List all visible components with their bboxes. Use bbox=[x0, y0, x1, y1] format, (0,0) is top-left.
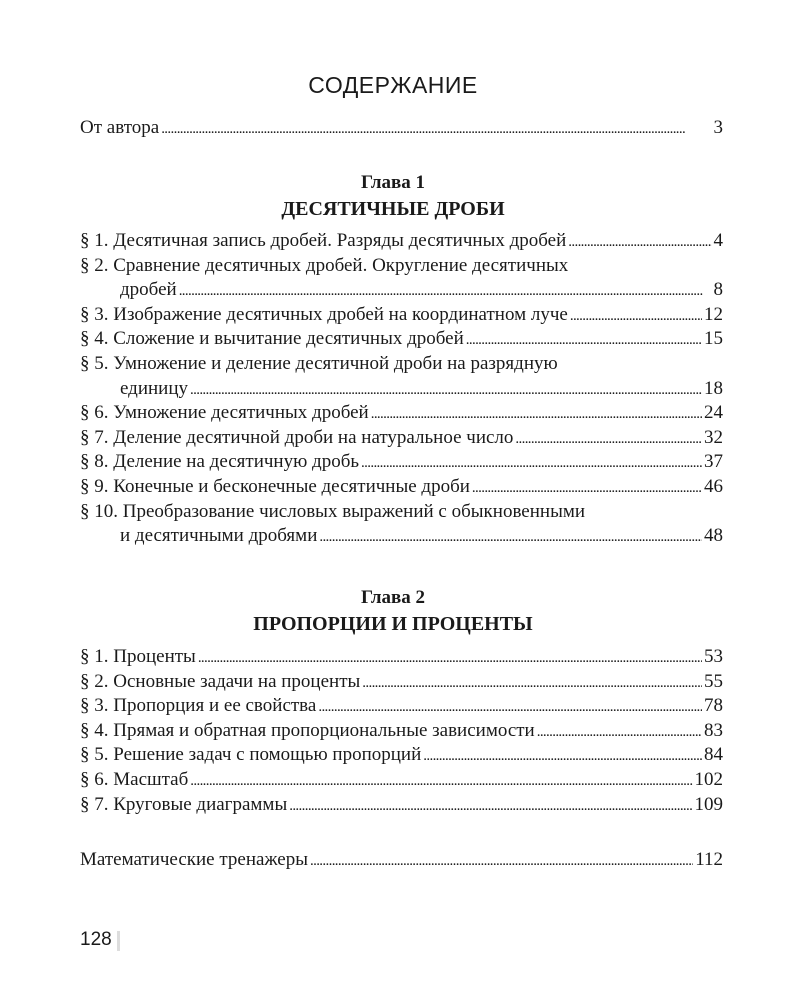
chapter-name: ДЕСЯТИЧНЫЕ ДРОБИ bbox=[281, 198, 505, 220]
toc-entry bbox=[80, 327, 723, 352]
entry-title: § 9. Конечные и бесконечные десятичные дроби bbox=[80, 475, 470, 497]
entry-page: 84 bbox=[704, 744, 723, 766]
entry-line bbox=[80, 229, 723, 254]
chapter-1-heading bbox=[0, 170, 786, 222]
toc-entry bbox=[80, 670, 723, 695]
toc-entry bbox=[80, 352, 723, 401]
page-title: СОДЕРЖАНИЕ bbox=[308, 72, 478, 98]
chapter-2-heading bbox=[0, 585, 786, 637]
dot-leader bbox=[361, 450, 702, 476]
entry-title: От автора bbox=[80, 117, 160, 138]
toc-entry bbox=[80, 719, 723, 744]
dot-leader bbox=[310, 848, 693, 874]
toc-entry-outro bbox=[80, 848, 723, 873]
entry-title-continued: дробей bbox=[120, 279, 177, 301]
dot-leader bbox=[319, 524, 702, 550]
dot-leader bbox=[570, 303, 702, 329]
dot-leader bbox=[362, 670, 702, 696]
entry-title: § 4. Сложение и вычитание десятичных дробей bbox=[80, 328, 464, 350]
entry-line bbox=[80, 278, 723, 303]
entry-title: § 3. Изображение десятичных дробей на координатном луче bbox=[80, 303, 568, 325]
entry-page: 18 bbox=[704, 377, 723, 399]
dot-leader bbox=[179, 278, 712, 304]
dot-leader bbox=[423, 743, 702, 769]
chapter-1-entries bbox=[80, 229, 723, 549]
toc-entry bbox=[80, 401, 723, 426]
toc-entry-intro bbox=[80, 116, 723, 141]
toc-entry bbox=[80, 450, 723, 475]
entry-line bbox=[80, 793, 723, 818]
entry-title: § 1. Десятичная запись дробей. Разряды десятичных дробей bbox=[80, 230, 567, 251]
toc-entry bbox=[80, 768, 723, 793]
page-number: 128 bbox=[80, 929, 112, 950]
entry-page: 37 bbox=[704, 451, 723, 473]
entry-title: § 2. Основные задачи на проценты bbox=[80, 670, 361, 692]
entry-page: 48 bbox=[704, 525, 723, 547]
entry-page: 32 bbox=[704, 426, 723, 448]
dot-leader bbox=[537, 719, 702, 745]
entry-page: 102 bbox=[694, 768, 723, 790]
toc-entry bbox=[80, 645, 723, 670]
entry-page: 53 bbox=[704, 646, 723, 667]
toc-entry bbox=[80, 475, 723, 500]
entry-title: § 6. Умножение десятичных дробей bbox=[80, 402, 369, 424]
entry-line bbox=[80, 645, 723, 670]
entry-page: 3 bbox=[713, 117, 723, 138]
dot-leader bbox=[568, 229, 711, 255]
entry-line bbox=[80, 401, 723, 426]
chapter-name: ПРОПОРЦИИ И ПРОЦЕНТЫ bbox=[253, 613, 533, 635]
entry-title: § 7. Круговые диаграммы bbox=[80, 793, 288, 815]
dot-leader bbox=[515, 426, 702, 452]
entry-line bbox=[80, 450, 723, 475]
entry-page: 24 bbox=[704, 402, 723, 424]
entry-title: § 2. Сравнение десятичных дробей. Округление десятичных bbox=[80, 254, 569, 276]
dot-leader bbox=[190, 377, 702, 403]
toc-entry bbox=[80, 500, 723, 549]
dot-leader bbox=[318, 694, 702, 720]
entry-line bbox=[80, 694, 723, 719]
dot-leader bbox=[198, 645, 702, 671]
entry-line bbox=[80, 377, 723, 402]
entry-line bbox=[80, 743, 723, 768]
entry-page: 4 bbox=[713, 230, 723, 251]
entry-page: 12 bbox=[704, 303, 723, 325]
toc-entry bbox=[80, 254, 723, 303]
entry-line bbox=[80, 327, 723, 352]
entry-line bbox=[80, 500, 723, 525]
entry-page: 109 bbox=[694, 793, 723, 815]
entry-title-continued: единицу bbox=[120, 377, 189, 399]
toc-entry bbox=[80, 793, 723, 818]
entry-title-continued: и десятичными дробями bbox=[120, 525, 318, 547]
dot-leader bbox=[289, 793, 692, 819]
dot-leader bbox=[371, 401, 702, 427]
entry-line bbox=[80, 475, 723, 500]
entry-line bbox=[80, 303, 723, 328]
entry-line bbox=[80, 254, 723, 279]
entry-title: § 8. Деление на десятичную дробь bbox=[80, 451, 360, 473]
dot-leader bbox=[161, 116, 711, 142]
entry-title: § 5. Решение задач с помощью пропорций bbox=[80, 744, 422, 766]
margin-bar bbox=[117, 931, 120, 951]
entry-page: 112 bbox=[695, 849, 723, 870]
entry-page: 55 bbox=[704, 670, 723, 692]
entry-page: 46 bbox=[704, 475, 723, 497]
entry-line bbox=[80, 670, 723, 695]
entry-line bbox=[80, 352, 723, 377]
toc-entry bbox=[80, 426, 723, 451]
chapter-label: Глава 2 bbox=[360, 587, 426, 608]
entry-title: § 7. Деление десятичной дроби на натуральное число bbox=[80, 426, 514, 448]
entry-title: Математические тренажеры bbox=[80, 849, 308, 870]
dot-leader bbox=[472, 475, 702, 501]
entry-line bbox=[80, 426, 723, 451]
entry-page: 8 bbox=[713, 279, 723, 301]
entry-line bbox=[80, 524, 723, 549]
dot-leader bbox=[466, 327, 702, 353]
entry-title: § 5. Умножение и деление десятичной дроби на разрядную bbox=[80, 352, 558, 374]
entry-title: § 1. Проценты bbox=[80, 646, 196, 667]
entry-page: 83 bbox=[704, 719, 723, 741]
toc-entry bbox=[80, 743, 723, 768]
entry-page: 15 bbox=[704, 328, 723, 350]
toc-entry bbox=[80, 694, 723, 719]
entry-line bbox=[80, 719, 723, 744]
entry-title: § 6. Масштаб bbox=[80, 768, 189, 790]
entry-page: 78 bbox=[704, 695, 723, 717]
entry-title: § 10. Преобразование числовых выражений с обыкновенными bbox=[80, 500, 586, 522]
chapter-label: Глава 1 bbox=[360, 172, 426, 193]
dot-leader bbox=[190, 768, 692, 794]
toc-entry bbox=[80, 303, 723, 328]
chapter-2-entries bbox=[80, 645, 723, 817]
entry-title: § 4. Прямая и обратная пропорциональные зависимости bbox=[80, 719, 535, 741]
toc-entry bbox=[80, 229, 723, 254]
entry-line bbox=[80, 768, 723, 793]
entry-title: § 3. Пропорция и ее свойства bbox=[80, 695, 317, 717]
